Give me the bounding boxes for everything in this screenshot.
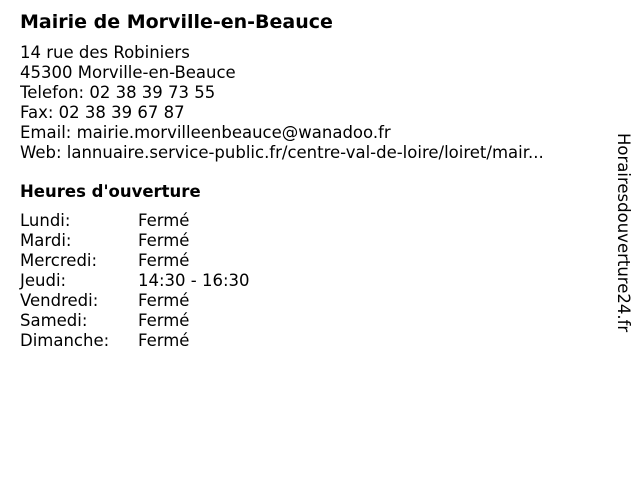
day-hours: Fermé: [138, 251, 190, 270]
day-label: Samedi:: [20, 311, 88, 330]
day-label: Jeudi:: [20, 271, 67, 290]
day-hours: Fermé: [138, 211, 190, 230]
day-label: Dimanche:: [20, 331, 110, 350]
phone-line: [20, 83, 600, 103]
hours-row-friday: [20, 291, 600, 311]
web-link[interactable]: lannuaire.service-public.fr/centre-val-de-loire/loiret/mair...: [66, 143, 544, 162]
site-brand-watermark: Horairesdouverture24.fr: [614, 133, 633, 333]
email-link[interactable]: mairie.morvilleenbeauce@wanadoo.fr: [76, 123, 391, 142]
web-label: Web:: [20, 143, 67, 162]
phone-label: Telefon:: [20, 83, 90, 102]
hours-row-sunday: [20, 331, 600, 351]
mairie-card: [20, 10, 600, 351]
fax-line: [20, 103, 600, 123]
email-line: [20, 123, 600, 143]
hours-row-thursday: [20, 271, 600, 291]
phone-number[interactable]: 02 38 39 73 55: [89, 83, 216, 102]
hours-row-wednesday: [20, 251, 600, 271]
email-label: Email:: [20, 123, 77, 142]
hours-row-tuesday: [20, 231, 600, 251]
hours-table: [20, 211, 600, 351]
day-hours: Fermé: [138, 231, 190, 250]
day-label: Lundi:: [20, 211, 71, 230]
hours-row-monday: [20, 211, 600, 231]
day-hours: Fermé: [138, 311, 190, 330]
day-hours: Fermé: [138, 291, 190, 310]
web-line: [20, 143, 600, 163]
day-label: Vendredi:: [20, 291, 99, 310]
city-address: 45300 Morville-en-Beauce: [20, 63, 236, 82]
contact-block: [20, 43, 600, 163]
fax-number: 02 38 39 67 87: [58, 103, 185, 122]
hours-row-saturday: [20, 311, 600, 331]
street-address: 14 rue des Robiniers: [20, 43, 190, 62]
fax-label: Fax:: [20, 103, 59, 122]
page-title: Mairie de Morville-en-Beauce: [20, 11, 333, 33]
day-hours: 14:30 - 16:30: [138, 271, 250, 290]
day-label: Mercredi:: [20, 251, 98, 270]
hours-heading: Heures d'ouverture: [20, 182, 201, 201]
day-label: Mardi:: [20, 231, 72, 250]
day-hours: Fermé: [138, 331, 190, 350]
